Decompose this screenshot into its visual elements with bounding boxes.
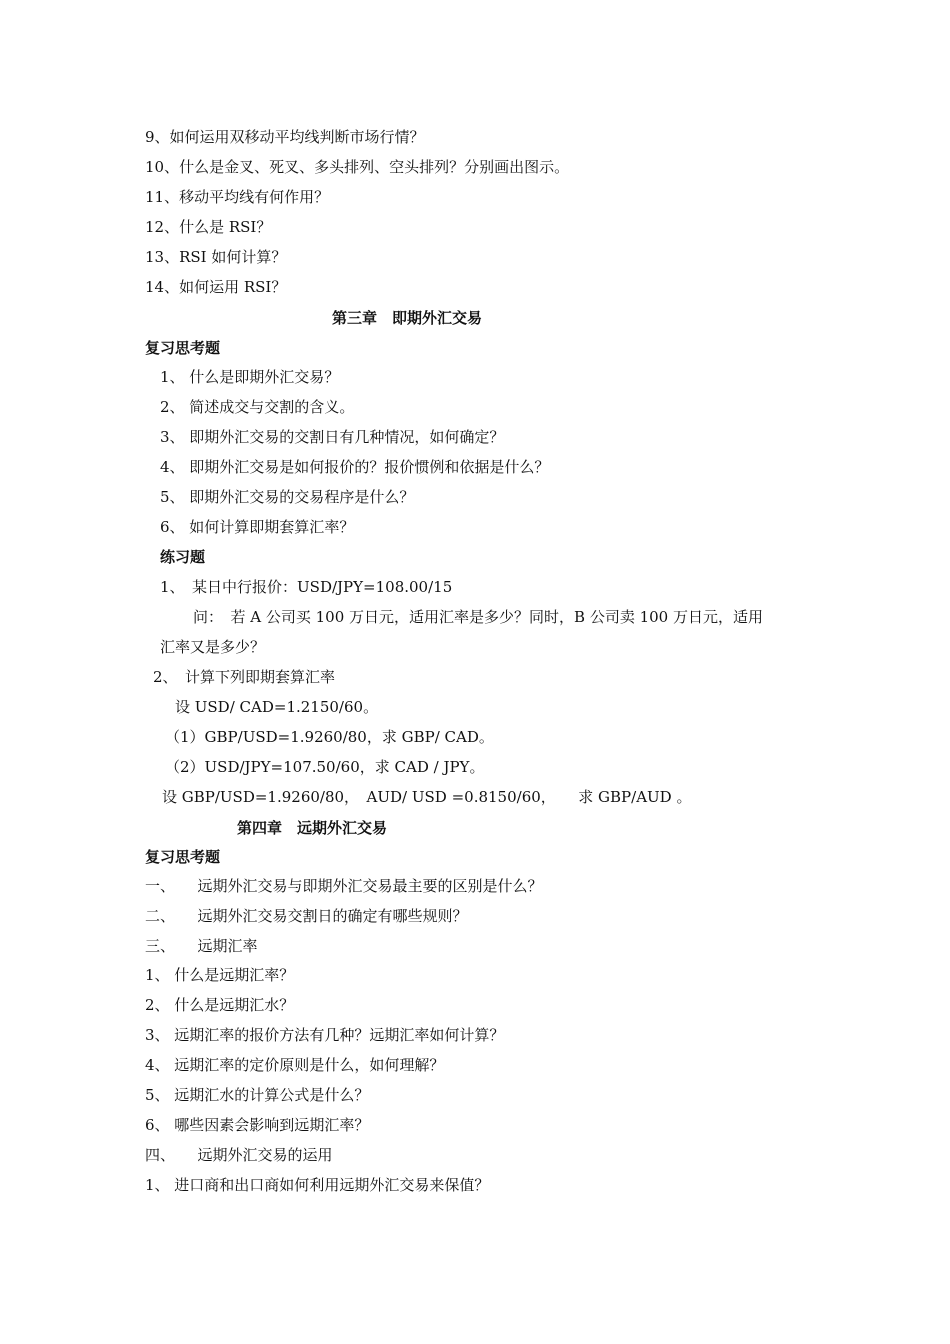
ch4-item-6: 6、 哪些因素会影响到远期汇率？	[145, 1116, 370, 1134]
ch3-review-4: 4、 即期外汇交易是如何报价的？报价惯例和依据是什么？	[160, 458, 550, 476]
question-13: 13、RSI 如何计算？	[145, 248, 287, 266]
ch3-review-5: 5、 即期外汇交易的交易程序是什么？	[160, 488, 415, 506]
review-questions-heading-ch4: 复习思考题	[145, 848, 221, 866]
ch4-section-4-item-1: 1、 进口商和出口商如何利用远期外汇交易来保值？	[145, 1176, 490, 1194]
question-11: 11、移动平均线有何作用？	[145, 188, 330, 206]
ch4-section-1: 一、 远期外汇交易与即期外汇交易最主要的区别是什么？	[145, 877, 543, 895]
ch3-review-3: 3、 即期外汇交易的交割日有几种情况，如何确定？	[160, 428, 505, 446]
exercise-2-part-3: 设 GBP/USD=1.9260/80， AUD/ USD =0.8150/60， 求 GBP/AUD 。	[162, 788, 692, 806]
ch3-review-2: 2、 简述成交与交割的含义。	[160, 398, 355, 416]
ch4-section-3: 三、 远期汇率	[145, 937, 258, 955]
ch3-review-6: 6、 如何计算即期套算汇率？	[160, 518, 355, 536]
ch4-section-2: 二、 远期外汇交易交割日的确定有哪些规则？	[145, 907, 468, 925]
ch4-item-5: 5、 远期汇水的计算公式是什么？	[145, 1086, 370, 1104]
exercises-heading: 练习题	[160, 548, 206, 566]
question-10: 10、什么是金叉、死叉、多头排列、空头排列？分别画出图示。	[145, 158, 570, 176]
exercise-1-question-cont: 汇率又是多少？	[160, 638, 266, 656]
exercise-2-part-2: （2）USD/JPY=107.50/60，求 CAD / JPY。	[165, 758, 485, 776]
ch4-item-2: 2、 什么是远期汇水？	[145, 996, 295, 1014]
ch4-item-3: 3、 远期汇率的报价方法有几种？远期汇率如何计算？	[145, 1026, 505, 1044]
chapter-3-heading: 第三章 即期外汇交易	[332, 309, 483, 327]
ch4-section-4: 四、 远期外汇交易的运用	[145, 1146, 333, 1164]
ch4-item-4: 4、 远期汇率的定价原则是什么，如何理解？	[145, 1056, 445, 1074]
exercise-1: 1、 某日中行报价：USD/JPY=108.00/15	[160, 578, 453, 596]
review-questions-heading-ch3: 复习思考题	[145, 339, 221, 357]
exercise-2-part-1: （1）GBP/USD=1.9260/80，求 GBP/ CAD。	[165, 728, 494, 746]
question-12: 12、什么是 RSI？	[145, 218, 272, 236]
ch3-review-1: 1、 什么是即期外汇交易？	[160, 368, 340, 386]
chapter-4-heading: 第四章 远期外汇交易	[237, 819, 388, 837]
question-14: 14、如何运用 RSI？	[145, 278, 287, 296]
ch4-item-1: 1、 什么是远期汇率？	[145, 966, 295, 984]
question-9: 9、如何运用双移动平均线判断市场行情？	[145, 128, 425, 146]
exercise-1-question: 问： 若 A 公司买 100 万日元，适用汇率是多少？同时，B 公司卖 100 万日元，适用	[193, 608, 763, 626]
exercise-2-given: 设 USD/ CAD=1.2150/60。	[175, 698, 379, 716]
exercise-2: 2、 计算下列即期套算汇率	[153, 668, 336, 686]
